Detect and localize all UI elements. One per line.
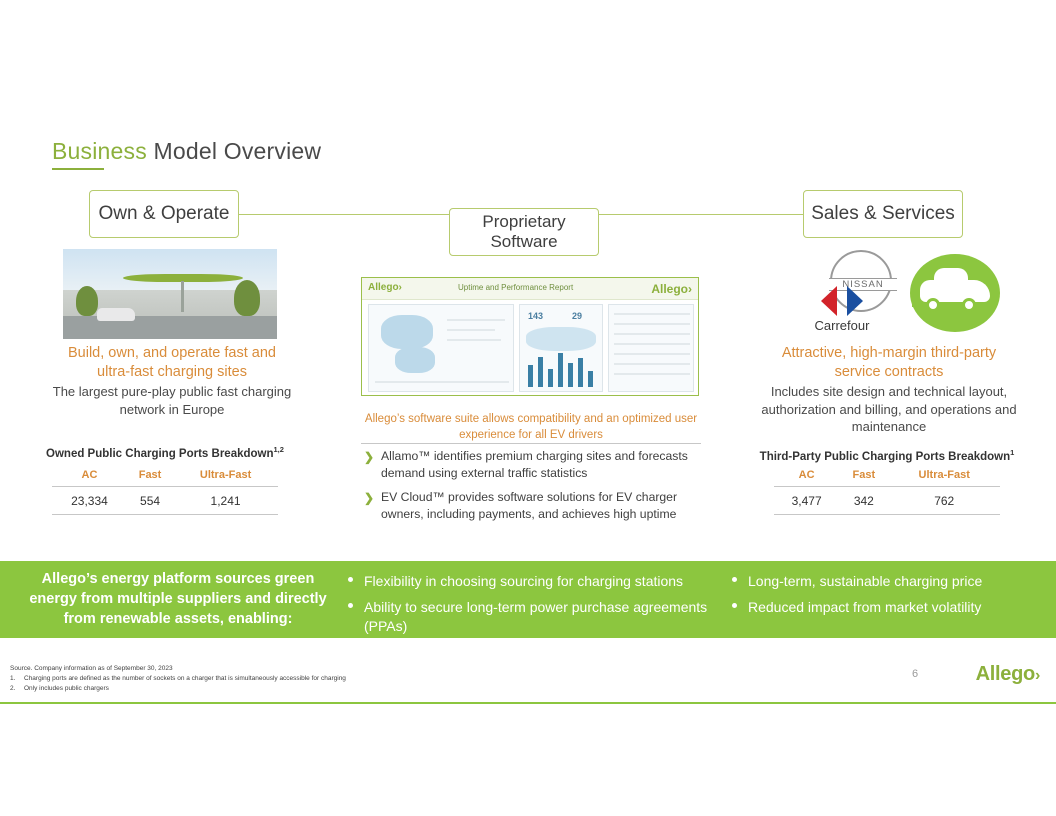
table-header-row [52,466,278,487]
owned-col-fast: Fast [127,466,173,487]
dashboard-panel-map [368,304,514,392]
photo-tree-left [76,286,98,316]
bullet-dot-icon [732,577,737,582]
chevron-right-icon: ❯ [364,450,375,464]
table-row [52,487,278,515]
page-title-accent: Business [52,138,147,164]
owned-ports-table-title [36,445,294,460]
third-party-ports-table-title-text: Third-Party Public Charging Ports Breakdown [759,450,1011,463]
band-bullet-text: Ability to secure long-term power purchase agreements (PPAs) [364,598,708,635]
panel-line-3 [447,339,501,341]
owned-ports-table [52,466,278,515]
carrefour-logo [794,286,890,333]
allego-logo [976,663,1040,686]
middle-bullet-list [363,448,703,529]
connector-line-left [238,214,451,215]
third-party-ports-table-title [752,448,1022,463]
dashboard-kpi-2: 29 [572,311,583,321]
connector-line-right [598,214,804,215]
page-title [52,138,321,165]
list-item [730,598,1030,618]
panel-line-4 [375,381,509,383]
footnote-2 [10,684,570,694]
bullet-text: Allamo™ identifies premium charging sites and forecasts demand using external traffic statistics [381,449,688,481]
table-line-3 [614,333,690,335]
table-header-row [774,466,1000,487]
ev-car-plug [912,304,928,307]
band-bullet-column-2 [730,572,1030,623]
carrefour-logo-text: Carrefour [814,318,870,333]
dashboard-panel-kpi [519,304,603,392]
kpi-bar-4 [558,353,563,387]
dashboard-title: Uptime and Performance Report [458,283,574,292]
footer-rule [0,702,1056,704]
footnote-1 [10,674,570,684]
kpi-bar-7 [588,371,593,387]
ev-car-wheel-front [926,298,940,312]
bullet-dot-icon [732,603,737,608]
third-val-fast: 342 [839,487,888,515]
allego-logo-text: Allego [975,663,1035,685]
pill-own-operate: Own & Operate [89,190,239,238]
left-subtext: The largest pure-play public fast charging network in Europe [52,384,292,417]
table-line-5 [614,353,690,355]
allego-logo-chevron: › [1034,667,1040,684]
owned-val-fast: 554 [127,487,173,515]
page-number: 6 [912,668,919,680]
third-party-ports-table-title-sup: 1 [1010,448,1015,457]
kpi-bar-6 [578,358,583,387]
band-bullet-column-1 [346,572,716,643]
third-col-ultrafast: Ultra-Fast [888,466,1000,487]
photo-tree-right [234,280,260,316]
third-col-fast: Fast [839,466,888,487]
chevron-right-icon: ❯ [364,490,375,505]
middle-caption: Allego’s software suite allows compatibility and an optimized user experience for all EV drivers [364,413,698,441]
band-lead-text: Allego’s energy platform sources green energy from multiple suppliers and directly from renewable assets, enabling: [29,571,327,627]
list-item [346,572,716,592]
kpi-bar-2 [538,357,543,387]
table-line-1 [614,313,690,315]
third-val-ac: 3,477 [774,487,839,515]
middle-divider [361,443,701,444]
dashboard-kpi-1: 143 [528,311,544,321]
footnote-2-number: 2. [10,685,16,693]
owned-val-ultrafast: 1,241 [173,487,278,515]
table-line-6 [614,363,690,365]
page-title-rest: Model Overview [146,138,322,164]
band-bullet-text: Long-term, sustainable charging price [748,573,983,589]
carrefour-mark-left [821,286,837,316]
dashboard-brand-left: Allego› [368,282,402,293]
right-subtext: Includes site design and technical layout, authorization and billing, and operations and maintenance [761,384,1017,435]
dashboard-brand-right: Allego› [651,282,692,296]
dashboard-panel-table [608,304,694,392]
panel-line-2 [447,329,495,331]
charging-site-photo [63,249,277,339]
third-col-ac: AC [774,466,839,487]
pill-sales-services: Sales & Services [803,190,963,238]
table-row [774,487,1000,515]
owned-ports-table-title-text: Owned Public Charging Ports Breakdown [46,447,274,460]
map-blob-2 [395,347,435,373]
kpi-bar-5 [568,363,573,387]
list-item [730,572,1030,592]
owned-col-ac: AC [52,466,127,487]
bullet-dot-icon [348,577,353,582]
third-party-ports-table [774,466,1000,515]
photo-car [97,308,135,321]
table-line-2 [614,323,690,325]
right-headline: Attractive, high-margin third-party service contracts [781,345,997,381]
source-line: Source. Company information as of September 30, 2023 [10,665,173,672]
owned-val-ac: 23,334 [52,487,127,515]
nissan-logo-text: NISSAN [829,278,897,291]
bullet-text: EV Cloud™ provides software solutions for EV charger owners, including payments, and achieves high uptime [381,489,678,521]
bullet-dot-icon [348,603,353,608]
carrefour-mark-right [847,286,863,316]
footnote-1-text: Charging ports are defined as the number of sockets on a charger that is simultaneously accessible for charging [24,675,346,683]
kpi-bar-1 [528,365,533,387]
ev-car-wheel-rear [962,298,976,312]
kpi-sparkline [526,327,596,351]
photo-road [63,316,277,339]
software-dashboard-screenshot [361,277,699,396]
left-headline: Build, own, and operate fast and ultra-fast charging sites [68,345,276,381]
table-line-7 [614,373,690,375]
list-item [346,598,716,637]
map-blob-1 [381,315,433,349]
title-underline [52,168,104,170]
band-bullet-text: Reduced impact from market volatility [748,598,982,615]
footnote-2-text: Only includes public chargers [24,685,109,693]
list-item [363,448,703,483]
carrefour-mark-icon [819,286,865,316]
third-val-ultrafast: 762 [888,487,1000,515]
owned-col-ultrafast: Ultra-Fast [173,466,278,487]
partner-logos [780,248,1000,344]
table-line-4 [614,343,690,345]
footnote-1-number: 1. [10,675,16,683]
pill-proprietary-software: Proprietary Software [449,208,599,256]
list-item [363,489,703,524]
owned-ports-table-title-sup: 1,2 [273,445,284,454]
source-notes [10,664,570,694]
panel-line-1 [447,319,505,321]
ev-car-icon [910,254,1000,332]
photo-canopy-post [181,281,184,312]
band-bullet-text: Flexibility in choosing sourcing for charging stations [364,573,684,589]
kpi-bar-3 [548,369,553,387]
